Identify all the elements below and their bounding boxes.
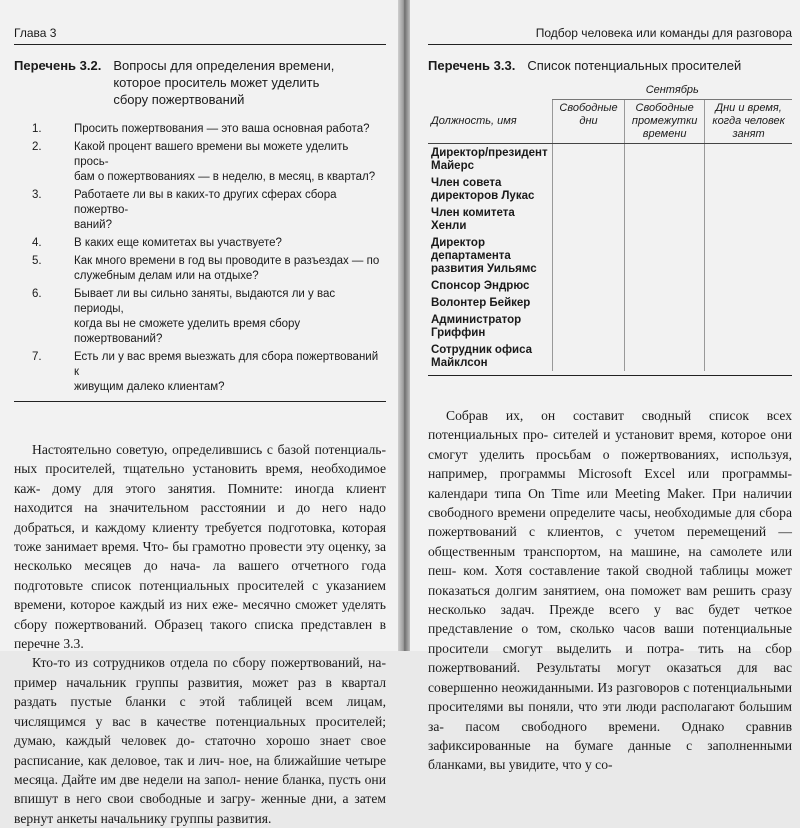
text-line: совершенно неожиданными. Из разговоров с потенциальными xyxy=(428,679,792,695)
question-text: Работаете ли вы в каких-то других сферах сбора пожертво- ваний? xyxy=(74,189,337,231)
question-item xyxy=(14,287,386,347)
table-bottom-rule xyxy=(428,375,792,376)
text-line: ных просителей, тщательно установить время, необходимое каж- xyxy=(14,461,386,496)
header-rule xyxy=(14,44,386,45)
empty-cell xyxy=(553,234,625,277)
table-row xyxy=(428,144,792,175)
question-text: В каких еще комитетах вы участвуете? xyxy=(74,237,282,249)
text-line: При наличии свободного времени определите часы, необходимые xyxy=(428,485,792,521)
list-number-right: Перечень 3.3. xyxy=(428,58,516,73)
question-text: Есть ли у вас время выезжать для сбора пожертвований к живущим далеко клиентам? xyxy=(74,351,379,393)
text-line: ком. Хотя составление такой сводной таблицы может показаться xyxy=(428,563,792,598)
empty-cell xyxy=(553,204,625,234)
empty-cell xyxy=(625,144,705,175)
list-3-2 xyxy=(14,57,386,402)
empty-cell xyxy=(625,294,705,311)
question-number: 4. xyxy=(32,237,42,249)
question-item xyxy=(14,236,386,251)
table-row xyxy=(428,234,792,277)
table-row xyxy=(428,277,792,294)
list-title: Вопросы для определения времени, которое проситель может уделить сбору пожертвований xyxy=(113,58,335,107)
empty-cell xyxy=(705,341,792,371)
empty-cell xyxy=(705,311,792,341)
text-line: просителями вы поняли, что эти люди располагают большим за- xyxy=(428,699,792,734)
text-line: бумаге данные с заполненными бланками, вы увидите, что у со- xyxy=(428,737,793,773)
question-item xyxy=(14,122,386,137)
empty-cell xyxy=(625,277,705,294)
left-body-text xyxy=(14,440,386,828)
left-page xyxy=(0,0,398,826)
book-gutter xyxy=(398,0,410,651)
empty-cell xyxy=(625,204,705,234)
text-line: общественным транспортом, на машине, на самолете или пеш- xyxy=(428,543,792,579)
text-line: списка представлен в перечне 3.3. xyxy=(14,616,386,652)
empty-cell xyxy=(705,294,792,311)
right-body-paragraph xyxy=(428,406,792,775)
empty-cell xyxy=(625,234,705,277)
text-line: часов ваши потенциальные просители смогут выделить и потра- xyxy=(428,621,792,656)
empty-cell xyxy=(553,144,625,175)
text-line: клиенту требуется подготовка, которая тоже занимает время. Что- xyxy=(14,519,386,555)
text-line: значительном расстоянии и до него надо добраться, и каждому xyxy=(14,500,386,535)
donor-name: Спонсор Эндрюс xyxy=(431,280,530,292)
question-text: Как много времени в год вы проводите в разъездах — по служебным делам или на отдыхе? xyxy=(74,255,380,282)
list-heading xyxy=(14,57,386,108)
question-text: Какой процент вашего времени вы можете уделить прось- бам о пожертвованиях — в неделю, в месяц, в квартал? xyxy=(74,141,376,183)
question-item xyxy=(14,188,386,233)
question-number: 2. xyxy=(32,141,42,153)
text-line: ла вашего отчетного года подготовьте список потенциальных xyxy=(14,558,386,593)
table-row xyxy=(428,311,792,341)
empty-cell xyxy=(625,341,705,371)
empty-cell xyxy=(625,174,705,204)
donor-name: Директор департамента развития Уильямс xyxy=(431,237,537,275)
column-header-busy: Дни и время, когда человек занят xyxy=(705,100,792,144)
text-line: пасом свободного времени. Однако сравнив зафиксированные на xyxy=(428,718,792,753)
question-number: 3. xyxy=(32,189,42,201)
empty-cell xyxy=(553,341,625,371)
column-header-free-days: Свободные дни xyxy=(553,100,625,144)
list-number: Перечень 3.2. xyxy=(14,58,102,73)
body-paragraph xyxy=(14,653,386,828)
right-page xyxy=(410,0,800,773)
empty-cell xyxy=(705,234,792,277)
column-header-name: Должность, имя xyxy=(428,100,553,144)
empty-cell xyxy=(705,277,792,294)
empty-cell xyxy=(625,311,705,341)
donor-name: Директор/президент Майерс xyxy=(431,147,548,172)
body-paragraph xyxy=(14,440,386,653)
header-rule-right xyxy=(428,44,792,45)
list-title-right: Список потенциальных просителей xyxy=(527,58,742,73)
empty-cell xyxy=(553,294,625,311)
empty-cell xyxy=(705,204,792,234)
table-row xyxy=(428,294,792,311)
table-row xyxy=(428,174,792,204)
column-header-free-intervals: Свободные промежутки времени xyxy=(625,100,705,144)
question-text: Бывает ли вы сильно заняты, выдаются ли у вас периоды, когда вы не сможете уделить время сбору пожертвований? xyxy=(74,288,336,345)
running-head-left: Глава 3 xyxy=(14,26,57,40)
text-line: бы грамотно провести эту оценку, за несколько месяцев до нача- xyxy=(14,539,386,574)
table-row xyxy=(428,204,792,234)
donor-name: Член комитета Хенли xyxy=(431,207,515,232)
donor-name: Волонтер Бейкер xyxy=(431,297,531,309)
text-line: нение бланка, пусть они впишут в него свои свободные и загру- xyxy=(14,771,386,807)
text-line: Настоятельно советую, определившись с базой потенциаль- xyxy=(32,442,386,457)
text-line: дому для этого занятия. Помните: иногда клиент находится на xyxy=(14,480,386,516)
empty-cell xyxy=(705,144,792,175)
list-3-3-heading xyxy=(428,57,792,74)
text-line: Собрав их, он составит сводный список всех потенциальных про- xyxy=(428,408,792,443)
text-line: сителей и установит время, которое они смогут уделить просьбам xyxy=(428,427,792,462)
text-line: Прежде всего у вас будет четкое представление о том, сколько xyxy=(428,602,792,637)
table-month: Сентябрь xyxy=(553,82,793,100)
text-line: для сбора пожертвований с клиентов, с учетом перемещений — xyxy=(428,505,792,540)
donor-name: Сотрудник офиса Майклсон xyxy=(431,344,533,369)
donor-name: Администратор Гриффин xyxy=(431,314,522,339)
text-line: месячно сможет уделять сбору пожертвований. Образец такого xyxy=(14,597,386,632)
running-head-right: Подбор человека или команды для разговора xyxy=(535,26,792,40)
text-line: Excel или программы-календари типа On Time или Meeting Maker. xyxy=(428,466,792,501)
text-line: ное, на ближайшие четыре месяца. Дайте им две недели на запол- xyxy=(14,752,386,787)
question-item xyxy=(14,350,386,395)
text-line: пустые бланки с этой таблицей всем лицам, числящимся у вас в xyxy=(14,694,386,729)
donor-table-body xyxy=(428,144,792,372)
question-item xyxy=(14,254,386,284)
empty-cell xyxy=(553,174,625,204)
question-list xyxy=(14,122,386,395)
donor-name: Член совета директоров Лукас xyxy=(431,177,535,202)
text-line: статочно хорошо знает свое расписание, как деловое, так и лич- xyxy=(14,733,386,768)
text-line: о пожертвованиях, используя, например, программы Microsoft xyxy=(428,446,793,482)
empty-cell xyxy=(553,277,625,294)
empty-cell xyxy=(553,311,625,341)
text-line: долгим занятием, она поможет вам решить сразу несколько задач. xyxy=(428,582,792,618)
text-line: тить на сбор пожертвований. Результаты могут оказаться для вас xyxy=(428,640,792,676)
list-bottom-rule xyxy=(14,401,386,402)
text-line: пример начальник группы развития, может раз в квартал раздать xyxy=(14,674,386,710)
table-row xyxy=(428,341,792,371)
empty-cell xyxy=(705,174,792,204)
text-line: Кто-то из сотрудников отдела по сбору пожертвований, на- xyxy=(32,655,386,671)
question-number: 6. xyxy=(32,288,42,300)
donor-table xyxy=(428,82,792,371)
question-number: 1. xyxy=(32,123,42,135)
question-text: Просить пожертвования — это ваша основная работа? xyxy=(74,123,370,135)
question-item xyxy=(14,140,386,185)
text-line: женные дни, а затем вернут анкеты начальнику группы развития. xyxy=(14,791,386,826)
question-number: 5. xyxy=(32,255,42,267)
text-line: качестве потенциальных просителей; думаю, каждый человек до- xyxy=(14,713,387,749)
question-number: 7. xyxy=(32,351,42,363)
text-line: просителей с указанием времени, которое каждый из них еже- xyxy=(14,577,387,613)
